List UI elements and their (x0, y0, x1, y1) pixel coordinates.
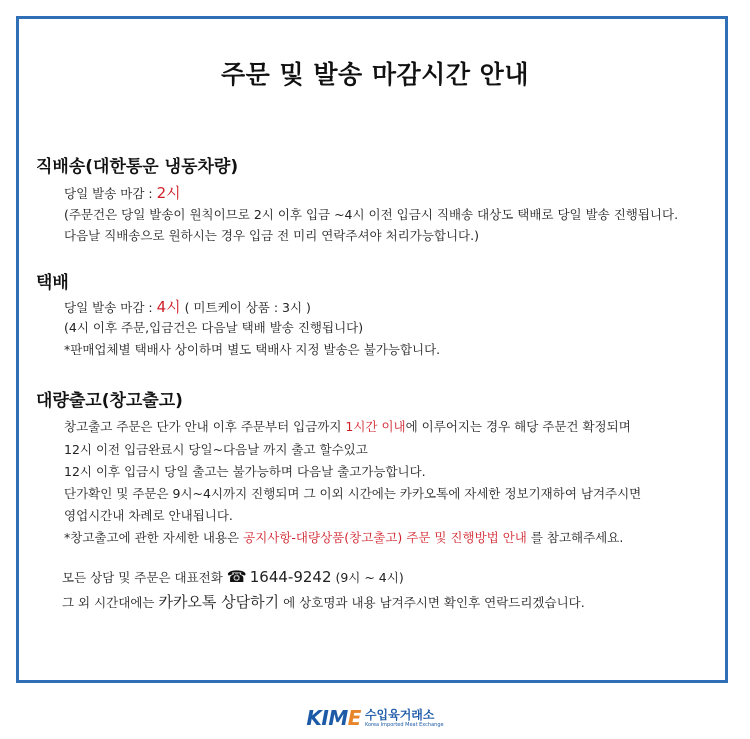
direct-deadline (64, 182, 181, 203)
parcel-note-2: *판매업체별 택배사 상이하며 별도 택배사 지정 발송은 불가능합니다. (64, 342, 441, 357)
parcel-deadline (64, 296, 311, 317)
kime-logo[interactable] (306, 706, 443, 730)
bulk-line-6-b: 를 참고해주세요. (526, 530, 624, 545)
bulk-line-6 (64, 528, 623, 546)
parcel-note-1: (4시 이후 주문,입금건은 다음날 택배 발송 진행됩니다) (64, 320, 364, 335)
bulk-line-6-a: *창고출고에 관한 자세한 내용은 (64, 530, 244, 545)
section-heading-direct: 직배송(대한통운 냉동차량) (36, 157, 239, 177)
contact-hours: (9시 ~ 4시) (331, 570, 404, 585)
direct-deadline-label: 당일 발송 마감 : (64, 186, 157, 201)
direct-note-1: (주문건은 당일 발송이 원칙이므로 2시 이후 입금 ~4시 이전 입금시 직배송 대상도 택배로 당일 발송 진행됩니다. (64, 207, 679, 222)
section-heading-parcel: 택배 (36, 273, 69, 293)
direct-note-2: 다음날 직배송으로 원하시는 경우 입금 전 미리 연락주셔야 처리가능합니다.) (64, 228, 479, 243)
logo-korean: 수입육거래소 (364, 707, 435, 722)
bulk-line-5: 영업시간내 차례로 안내됩니다. (64, 508, 233, 523)
direct-deadline-value: 2시 (156, 184, 181, 202)
logo-text (365, 709, 444, 728)
footer (0, 704, 750, 732)
bulk-line-1-a: 창고출고 주문은 단가 안내 이후 주문부터 입금까지 (64, 419, 346, 434)
bulk-line-4: 단가확인 및 주문은 9시~4시까지 진행되며 그 이외 시간에는 카카오톡에 자세한 정보기재하여 남겨주시면 (64, 486, 642, 501)
contact-line-2-b: 에 상호명과 내용 남겨주시면 확인후 연락드리겠습니다. (279, 595, 585, 610)
contact-line-2-a: 그 외 시간대에는 (62, 595, 159, 610)
bulk-line-1 (64, 417, 631, 435)
bulk-line-3: 12시 이후 입금시 당일 출고는 불가능하며 다음날 출고가능합니다. (64, 464, 426, 479)
bulk-line-2: 12시 이전 입금완료시 당일~다음날 까지 출고 할수있고 (64, 442, 368, 457)
logo-mark-a: KIM (306, 706, 348, 730)
logo-mark-b: E (347, 706, 361, 730)
section-heading-bulk: 대량출고(창고출고) (36, 391, 183, 411)
parcel-deadline-label: 당일 발송 마감 : (64, 300, 157, 315)
contact-line-1 (62, 567, 404, 586)
bulk-line-1-b: 에 이루어지는 경우 해당 주문건 확정되며 (405, 419, 631, 434)
page-title: 주문 및 발송 마감시간 안내 (221, 60, 529, 89)
kakaotalk-consult[interactable]: 카카오톡 상담하기 (158, 593, 280, 611)
logo-english: Korea Imported Meat Exchange (364, 721, 444, 728)
bulk-line-1-highlight: 1시간 이내 (345, 419, 406, 434)
contact-line-1-a: 모든 상담 및 주문은 대표전화 (62, 570, 223, 585)
parcel-deadline-value: 4시 (156, 298, 181, 316)
telephone-icon: ☎ (226, 567, 247, 586)
phone-number[interactable]: 1644-9242 (249, 568, 332, 586)
logo-mark (306, 706, 361, 730)
notice-link[interactable]: 공지사항-대량상품(창고출고) 주문 및 진행방법 안내 (243, 530, 527, 545)
parcel-deadline-extra: ( 미트케이 상품 : 3시 ) (180, 300, 311, 315)
contact-line-2 (62, 591, 585, 612)
